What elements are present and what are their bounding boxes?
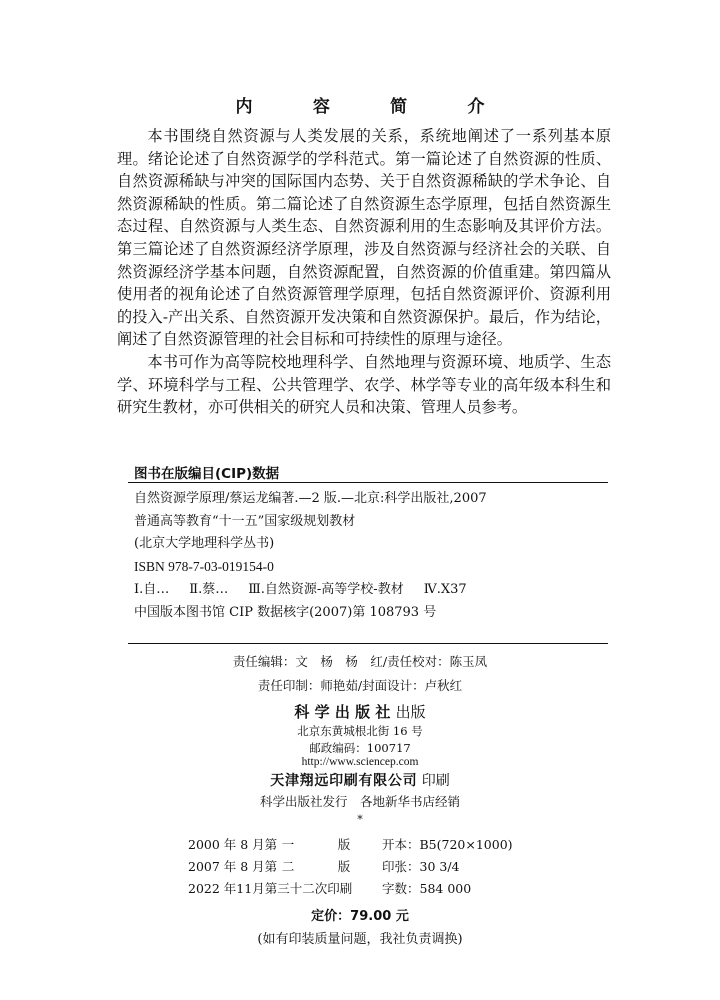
cip-line-collection: (北京大学地理科学丛书) — [134, 536, 275, 552]
summary-paragraph-1: 本书围绕自然资源与人类发展的关系，系统地阐述了一系列基本原理。绪论论述了自然资源学的学科范式。第一篇论述了自然资源的性质、自然资源稀缺与冲突的国际国内态势、关于自然资源稀缺的学术争论、自然资源稀缺的性质。第二篇论述了自然资源生态学原理，包括自然资源生态过程、自然资源与人类生态、自然资源利用的生态影响及其评价方法。第三篇论述了自然资源经济学原理，涉及自然资源与经济社会的关联、自然资源经济学基本问题，自然资源配置，自然资源的价值重建。第四篇从使用者的视角论述了自然资源管理学原理，包括自然资源评价、资源利用的投入-产出关系、自然资源开发决策和自然资源保护。最后，作为结论，阐述了自然资源管理的社会目标和可持续性的原理与途径。 — [117, 127, 611, 349]
summary-paragraph-2: 本书可作为高等院校地理科学、自然地理与资源环境、地质学、生态学、环境科学与工程、公共管理学、农学、林学等专业的高年级本科生和研究生教材，亦可供相关的研究人员和决策、管理人员参考。 — [117, 352, 611, 417]
cip-class-4: Ⅳ.X37 — [423, 581, 467, 597]
cip-isbn: ISBN 978-7-03-019154-0 — [134, 559, 274, 575]
edition-row — [188, 878, 528, 900]
edition-number: 一 — [281, 837, 295, 852]
publisher-line — [0, 701, 720, 722]
publisher-suffix: 出版 — [395, 703, 426, 721]
edition-table — [188, 834, 528, 900]
publisher-logo: 科学出版社 — [294, 703, 396, 721]
quality-note: (如有印装质量问题，我社负责调换) — [257, 932, 463, 947]
cip-record-number: 中国版本图书馆 CIP 数据核字(2007)第 108793 号 — [134, 604, 437, 620]
cip-class-1: Ⅰ.自… — [134, 581, 170, 597]
publisher-address: 北京东黄城根北街 16 号 — [297, 724, 423, 738]
cip-class-3: Ⅲ.自然资源-高等学校-教材 — [248, 581, 404, 597]
edition-info: 字数：584 000 — [382, 881, 472, 896]
edition-kind: 版 — [337, 859, 351, 874]
page-title: 内 容 简 介 — [235, 97, 512, 117]
printer-suffix: 印刷 — [421, 773, 450, 789]
cip-top-rule — [128, 482, 608, 483]
printer-logo: 天津翔远印刷有限公司 — [270, 773, 418, 789]
cip-classification — [134, 579, 604, 602]
publisher-url: http://www.sciencep.com — [301, 756, 419, 768]
edition-info: 开本：B5(720×1000) — [382, 837, 513, 852]
cip-line-bibliographic: 自然资源学原理/蔡运龙编著.—2 版.—北京:科学出版社,2007 — [134, 491, 487, 506]
distribution-line: 科学出版社发行 各地新华书店经销 — [259, 794, 460, 809]
cip-bottom-rule — [128, 643, 608, 644]
edition-row — [188, 856, 528, 878]
credits-editors: 责任编辑：文 杨 杨 红/责任校对：陈玉凤 — [232, 654, 488, 669]
summary-text — [117, 125, 611, 419]
edition-row — [188, 834, 528, 856]
credits-printing: 责任印制：师艳茹/封面设计：卢秋红 — [257, 678, 463, 693]
edition-date: 2000 年 8 月第 — [188, 837, 278, 852]
edition-number: 二 — [281, 859, 295, 874]
printer-line — [0, 770, 720, 790]
cip-class-2: Ⅱ.蔡… — [189, 581, 229, 597]
separator-star: * — [357, 813, 363, 826]
cip-block — [134, 488, 604, 624]
edition-kind: 版 — [337, 837, 351, 852]
price: 定价：79.00 元 — [311, 909, 409, 924]
publisher-postcode: 邮政编码：100717 — [309, 741, 411, 755]
edition-date: 2007 年 8 月第 — [188, 859, 278, 874]
cip-line-series: 普通高等教育“十一五”国家级规划教材 — [134, 513, 356, 529]
edition-info: 印张：30 3/4 — [382, 859, 460, 874]
edition-date: 2022 年11月第三十二次印刷 — [188, 881, 353, 896]
cip-heading: 图书在版编目(CIP)数据 — [134, 466, 280, 482]
